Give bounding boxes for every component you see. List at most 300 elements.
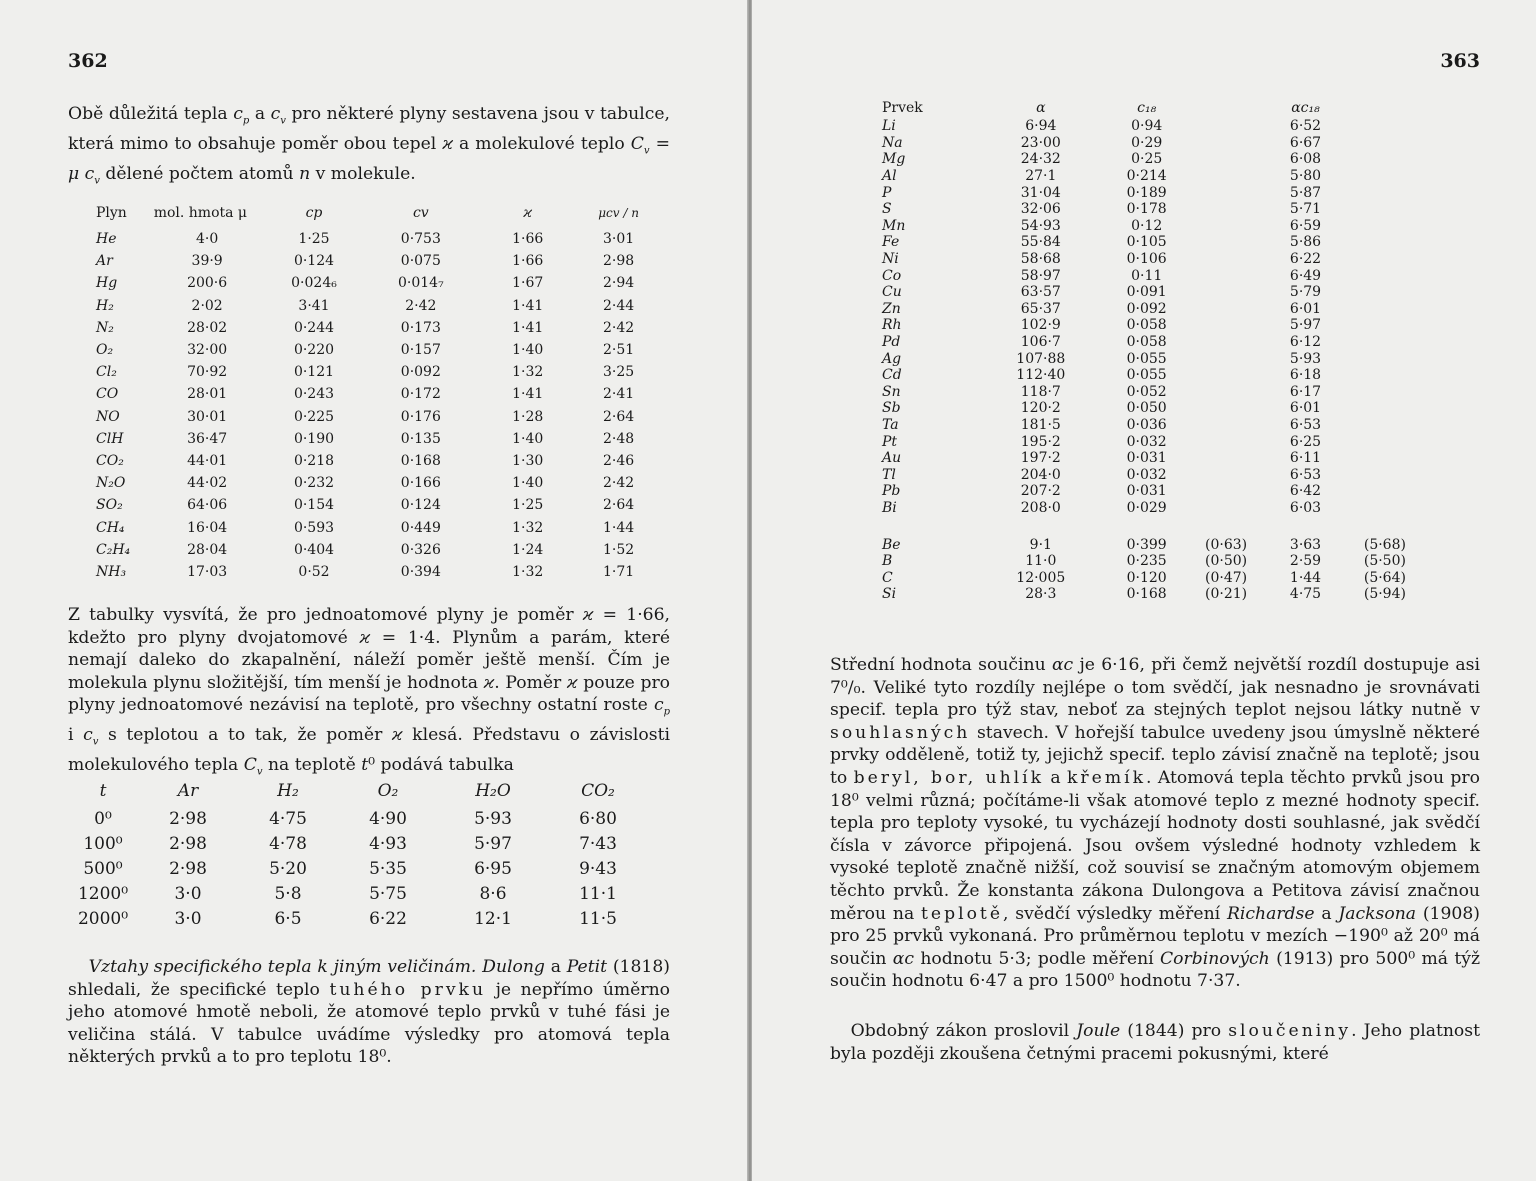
row-label: 100⁰ [83,833,123,854]
table-cell: 0·214 [1126,168,1167,185]
col-header: μcv / n [598,206,639,220]
col-header: Plyn [96,205,127,221]
table-cell: 2·64 [602,408,635,425]
table-cell [1189,400,1263,417]
table-cell: 3·01 [602,231,635,248]
table-cell: 2·98 [169,833,207,854]
table-cell: 28·3 [1025,586,1057,603]
table-row [882,450,1422,467]
table-cell: 0·024₆ [291,275,337,292]
table-cell: 6·53 [1289,466,1322,483]
table-cell [1189,251,1263,268]
row-label: Sn [882,383,901,400]
table-cell: 0·172 [400,386,441,403]
table-cell: 6·49 [1289,267,1322,284]
table-cell: 0·394 [400,563,441,580]
table-cell: 0·157 [400,342,441,359]
table-cell: 0·154 [293,497,335,514]
table-cell: 12·005 [1016,569,1066,586]
table-cell: 8·6 [479,883,507,904]
table-row [882,483,1422,500]
table-cell: 0·120 [1126,569,1167,586]
table-cell: 1·40 [512,342,544,359]
row-label: P [882,184,892,201]
table-cell: 4·75 [1289,586,1322,603]
table-cell: 1·52 [602,541,635,558]
table-row [96,428,656,450]
table-cell [1348,400,1422,417]
table-cell: 106·7 [1020,334,1061,351]
table-cell: 2·64 [602,497,635,514]
col-header: H₂ [277,781,299,801]
table-cell [1189,301,1263,318]
table-row [96,272,656,294]
table-cell: 0·032 [1126,466,1167,483]
table-cell: 6·08 [1289,151,1322,168]
table-cell: 4·0 [196,231,219,248]
table-cell: 120·2 [1020,400,1061,417]
col-header: c₁₈ [1137,100,1157,116]
table-cell: 4·93 [369,833,407,854]
table-cell: 28·02 [187,319,228,336]
table-cell: 107·88 [1016,350,1066,367]
table-cell: 6·01 [1289,400,1322,417]
table-row [882,466,1422,483]
table-row [882,135,1422,152]
table-cell: 1·44 [1289,569,1322,586]
row-label: Bi [882,499,897,516]
table-cell [1348,367,1422,384]
table-cell: 0·135 [400,430,441,447]
table-cell [1348,168,1422,185]
joule-paragraph: Obdobný zákon proslovil Joule (1844) pro sloučeniny. Jeho platnost byla později zkoušena četnými pracemi pokusnými, které [830,1021,1481,1064]
table-cell: 0·52 [298,563,330,580]
table-cell: 6·95 [474,858,512,879]
row-label: N₂O [96,475,126,492]
table-cell: (0·50) [1205,553,1248,570]
table-cell: 17·03 [187,563,228,580]
table-cell: 2·44 [602,297,635,314]
table-cell: 1·41 [512,297,544,314]
table-row [68,856,648,881]
row-label: C₂H₄ [96,541,131,558]
table-cell: 0·032 [1126,433,1167,450]
table-row [96,472,656,494]
table-cell: 6·18 [1289,367,1322,384]
page-number-left: 362 [68,50,108,72]
table-cell: 0·94 [1131,118,1163,135]
table-cell: 3·25 [602,364,635,381]
table-cell: 2·98 [169,858,207,879]
table-cell: 0·055 [1126,350,1167,367]
table-row [882,569,1422,586]
element-heat-table [882,98,1422,603]
table-row [882,350,1422,367]
table-cell: 2·51 [602,342,635,359]
table-cell: 112·40 [1016,367,1066,384]
table-row [882,500,1422,517]
col-header: cv [412,205,429,221]
table-cell: 2·42 [602,475,635,492]
table-cell: 0·29 [1131,134,1163,151]
table-cell: 2·42 [405,297,437,314]
table-cell: 200·6 [187,275,228,292]
table-cell: 5·97 [474,833,512,854]
table-row [68,906,648,931]
table-cell [1348,450,1422,467]
table-row [882,586,1422,603]
table-row [882,218,1422,235]
row-label: Pb [882,483,901,500]
row-label: CH₄ [96,519,125,536]
row-label: Cu [882,284,902,301]
table-cell: 0·189 [1126,184,1167,201]
table-cell [1189,450,1263,467]
table-cell: (0·21) [1205,586,1248,603]
row-label: Mn [882,217,906,234]
row-label: Pd [882,334,901,351]
table-cell: (0·47) [1205,569,1248,586]
table-row [882,267,1422,284]
table-cell: 5·97 [1289,317,1322,334]
table-cell: 28·01 [187,386,228,403]
table-cell: 6·59 [1289,217,1322,234]
table-row [882,536,1422,553]
table-cell: 0·124 [400,497,441,514]
table-cell: 6·94 [1025,118,1057,135]
row-label: Ar [96,253,113,270]
row-label: Zn [882,300,901,317]
page-number-right: 363 [1440,50,1480,72]
table-cell: 0·029 [1126,499,1167,516]
temp-table-body [68,806,648,931]
table-cell: 0·11 [1131,267,1163,284]
table-cell: 0·092 [1126,300,1167,317]
table-cell: 0·244 [293,319,335,336]
table-cell [1189,317,1263,334]
row-label: NO [96,408,120,425]
table-cell [1189,234,1263,251]
table-cell: 65·37 [1020,300,1061,317]
table-cell: 6·80 [579,808,617,829]
table-cell: 23·00 [1020,134,1061,151]
row-label: He [96,231,117,248]
col-header: Prvek [882,100,923,116]
row-label: CO₂ [96,452,124,469]
table-cell: 44·02 [187,475,228,492]
table-cell: 0·121 [293,364,335,381]
row-label: Tl [882,466,896,483]
table-row [882,118,1422,135]
table-row [882,384,1422,401]
table-cell: 44·01 [187,452,228,469]
row-label: Ag [882,350,902,367]
table-cell: 6·03 [1289,499,1322,516]
table-cell: 1·40 [512,430,544,447]
table-cell [1189,350,1263,367]
table-row [96,339,656,361]
table-cell: 4·78 [269,833,307,854]
table-cell: (0·63) [1205,536,1248,553]
table-cell: 0·075 [400,253,441,270]
table-cell: 0·232 [293,475,335,492]
table-row [96,561,656,583]
table-cell: 5·8 [274,883,302,904]
table-row [96,494,656,516]
intro-paragraph: Obě důležitá tepla $c_p$ a $c_v$ pro některé plyny sestavena jsou v tabulce, která mimo to obsahuje poměr obou tepel ϰ a molekulové teplo $C_v = \mu$ $c_v$ dělené počtem atomů n v molekule. [68,104,670,187]
table-cell [1348,118,1422,135]
table-cell: (5·64) [1363,569,1406,586]
table-cell: 6·01 [1289,300,1322,317]
table-cell: 6·5 [274,908,302,929]
row-label: Na [882,134,903,151]
table-cell [1189,151,1263,168]
table-cell: 4·90 [369,808,407,829]
table-row [882,400,1422,417]
table-cell [1189,367,1263,384]
table-row [882,184,1422,201]
table-row [882,553,1422,570]
table-cell: 2·98 [602,253,635,270]
row-label: 1200⁰ [77,883,129,904]
row-label: CO [96,386,119,403]
table-cell: 28·04 [187,541,228,558]
table-cell: 0·014₇ [398,275,444,292]
table-cell: 6·22 [1289,251,1322,268]
table-cell: 4·75 [269,808,307,829]
table-cell: 2·41 [602,386,635,403]
table-cell: 6·52 [1289,118,1322,135]
gas-heat-table [96,198,656,583]
row-label: 500⁰ [83,858,123,879]
row-label: Rh [882,317,902,334]
table-cell: 11·5 [579,908,617,929]
table-row [96,450,656,472]
table-cell: 7·43 [579,833,617,854]
row-label: Be [882,536,901,553]
table-cell [1189,483,1263,500]
col-header: O₂ [377,781,399,801]
row-label: B [882,553,893,570]
table-cell: (5·94) [1363,586,1406,603]
table-row [96,361,656,383]
table-cell: 181·5 [1020,416,1061,433]
table-cell: 6·42 [1289,483,1322,500]
table-cell: 1·71 [602,563,635,580]
col-header: mol. hmota μ [153,205,248,221]
table-cell: 12·1 [474,908,512,929]
table-cell: 5·75 [369,883,407,904]
table-cell: 0·105 [1126,234,1167,251]
table-cell: 0·058 [1126,317,1167,334]
table-cell: 39·9 [191,253,223,270]
table-cell: 0·25 [1131,151,1163,168]
table-cell: 24·32 [1020,151,1061,168]
row-label: Li [882,118,896,135]
table-row [882,433,1422,450]
table-cell: 6·11 [1289,450,1322,467]
table-cell [1189,168,1263,185]
table-cell: 0·031 [1126,483,1167,500]
table-cell [1348,466,1422,483]
table-row [96,295,656,317]
element-table-header [882,98,1422,118]
table-cell: 207·2 [1020,483,1061,500]
table-row [96,383,656,405]
table-row [882,417,1422,434]
table-cell: 0·052 [1126,383,1167,400]
table-cell [1348,433,1422,450]
table-cell: 1·25 [298,231,330,248]
table-row [882,201,1422,218]
table-cell: 0·243 [293,386,335,403]
row-label: Cl₂ [96,364,117,381]
table-cell: 63·57 [1020,284,1061,301]
table-cell: 0·055 [1126,367,1167,384]
row-label: N₂ [96,319,114,336]
mean-value-paragraph: Střední hodnota součinu αc je 6·16, při čemž největší rozdíl dostupuje asi 7⁰/₀. Veliké tyto rozdíly nejlépe o tom svědčí, jak nesnadno je srovnávati specif. tepla pro týž stav, neboť za stejných teplot nejsou látky nutně v souhlasných stavech. V hořejší tabulce uvedeny jsou úmyslně některé prvky odděleně, totiž ty, jejichž specif. teplo závisí značně na teplotě; jsou to beryl, bor, uhlík a křemík. Atomová tepla těchto prvků jsou pro 18⁰ velmi různá; počítáme-li však atomové teplo z mezné hodnoty specif. tepla pro teploty vysoké, tu vycházejí hodnoty dosti souhlasné, jak svědčí čísla v závorce připojená. Jsou ovšem výsledné hodnoty vzhledem k vysoké teplotě značně nižší, což souvisí se značným atomovým objemem těchto prvků. Že konstanta zákona Dulongova a Petitova závisí značnou měrou na teplotě, svědčí výsledky měření Richardse a Jacksona (1908) pro 25 prvků vykonaná. Pro průměrnou teplotu v mezích −190⁰ až 20⁰ má součin αc hodnotu 5·3; podle měření Corbinových (1913) pro 500⁰ má týž součin hodnotu 6·47 a pro 1500⁰ hodnotu 7·37. [830,655,1480,992]
row-label: Si [882,586,897,603]
table-cell: 5·35 [369,858,407,879]
table-cell: 1·44 [602,519,635,536]
row-label: Sb [882,400,901,417]
table-cell: 1·66 [512,231,544,248]
table-row [882,251,1422,268]
table-cell: 204·0 [1020,466,1061,483]
table-cell [1189,201,1263,218]
table-cell: 2·59 [1289,553,1322,570]
table-cell: 1·32 [512,364,544,381]
table-cell: 0·058 [1126,334,1167,351]
row-label: NH₃ [96,563,127,580]
table-cell [1348,417,1422,434]
table-row [68,806,648,831]
table-row [96,317,656,339]
col-header: α [1036,100,1046,116]
table-cell: 208·0 [1020,499,1061,516]
row-label: Ta [882,416,899,433]
table-row [882,367,1422,384]
table-cell: 0·190 [293,430,335,447]
table-cell: 0·593 [293,519,335,536]
table-cell: 0·220 [293,342,335,359]
table-cell [1189,184,1263,201]
row-label: Al [882,168,897,185]
table-cell [1189,135,1263,152]
table-row [882,317,1422,334]
table-cell [1189,218,1263,235]
table-cell [1189,500,1263,517]
table-cell [1348,384,1422,401]
col-header: Ar [177,781,199,801]
table-cell [1348,350,1422,367]
table-cell: 0·12 [1131,217,1163,234]
row-label: Cd [882,367,902,384]
table-cell: 0·404 [293,541,335,558]
col-header: ϰ [523,205,533,221]
row-label: O₂ [96,342,114,359]
table-cell: 0·050 [1126,400,1167,417]
gas-table-body [96,228,656,583]
table-cell [1348,218,1422,235]
table-cell [1189,417,1263,434]
table-cell: 0·168 [400,452,441,469]
table-cell: 0·178 [1126,201,1167,218]
temp-table-header [68,776,648,806]
table-cell: 3·0 [174,908,202,929]
table-cell: 9·43 [579,858,617,879]
table-cell: 5·80 [1289,168,1322,185]
table-cell: 1·25 [512,497,544,514]
table-cell [1348,301,1422,318]
table-cell: 0·092 [400,364,441,381]
table-cell: (5·50) [1363,553,1406,570]
table-cell: 2·48 [602,430,635,447]
table-row [882,151,1422,168]
row-label: Hg [96,275,118,292]
table-cell: 6·25 [1289,433,1322,450]
table-cell: 36·47 [187,430,228,447]
table-cell: 0·399 [1126,536,1167,553]
table-cell: 0·031 [1126,450,1167,467]
table-cell: 5·93 [1289,350,1322,367]
table-cell [1348,317,1422,334]
table-cell: 1·32 [512,519,544,536]
table-cell: 5·93 [474,808,512,829]
table-cell: 70·92 [187,364,228,381]
table-cell [1348,483,1422,500]
table-cell [1348,334,1422,351]
row-label: H₂ [96,297,114,314]
row-label: Mg [882,151,906,168]
table-cell: 58·68 [1020,251,1061,268]
table-cell: 55·84 [1020,234,1061,251]
table-cell [1189,384,1263,401]
col-header: CO₂ [581,781,615,801]
table-row [882,334,1422,351]
table-cell: 11·0 [1025,553,1057,570]
table-cell: 2·46 [602,452,635,469]
table-cell [1189,466,1263,483]
table-cell: 195·2 [1020,433,1061,450]
col-header: t [99,781,107,801]
table-row [882,284,1422,301]
table-cell: 54·93 [1020,217,1061,234]
row-label: 2000⁰ [77,908,129,929]
table-cell: 1·41 [512,319,544,336]
left-page [0,0,752,1181]
table-cell: 3·41 [298,297,330,314]
table-row [68,881,648,906]
table-cell: 1·40 [512,475,544,492]
table-cell: 30·01 [187,408,228,425]
table-cell: 1·67 [512,275,544,292]
table-cell: 5·86 [1289,234,1322,251]
table-row [96,539,656,561]
table-cell: 0·036 [1126,416,1167,433]
table-cell: 64·06 [187,497,228,514]
table-cell: 27·1 [1025,168,1057,185]
col-header: αc₁₈ [1291,100,1320,116]
row-label: Fe [882,234,900,251]
temperature-table [68,776,648,931]
row-label: Au [882,450,902,467]
table-cell: 0·168 [1126,586,1167,603]
table-cell: 11·1 [579,883,617,904]
element-table-body-special [882,536,1422,602]
row-label: SO₂ [96,497,123,514]
table-cell: 2·98 [169,808,207,829]
